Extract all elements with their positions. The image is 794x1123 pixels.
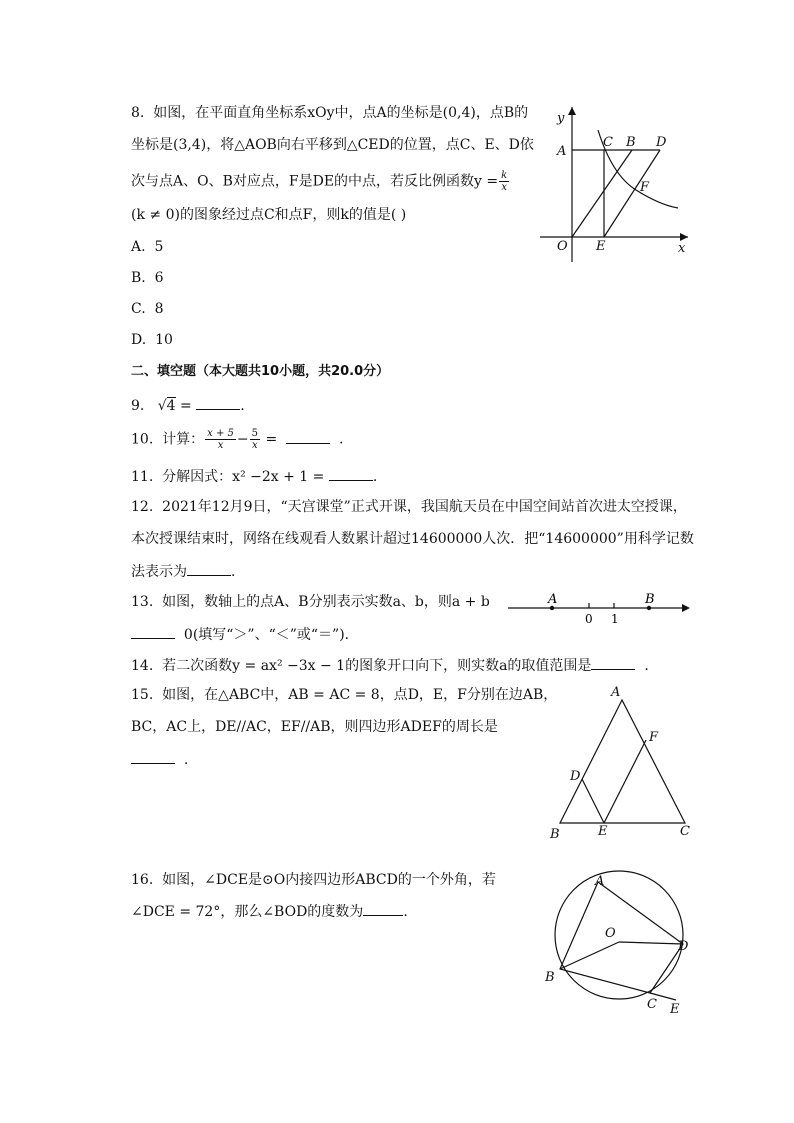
- option-value: 6: [154, 270, 164, 286]
- q8-number: 8.: [131, 105, 145, 121]
- q9-number: 9.: [131, 398, 145, 414]
- q12-text-1: 2021年12月9日，“天宫课堂”正式开课，我国航天员在中国空间站首次进太空授课，: [162, 499, 687, 515]
- q11-number: 11.: [131, 469, 154, 485]
- q16-end: .: [403, 904, 408, 920]
- option-value: 10: [155, 332, 173, 348]
- q12-text-3: 法表示为: [131, 564, 187, 580]
- q10-number: 10.: [131, 431, 154, 448]
- q16-text-2: ∠DCE = 72°，那么∠BOD的度数为: [131, 904, 364, 920]
- frac-den: x: [217, 440, 224, 451]
- q10-eq: =: [265, 431, 278, 448]
- label-A: A: [611, 685, 621, 700]
- label-B: B: [626, 135, 636, 150]
- label-E: E: [670, 1002, 680, 1017]
- frac-num: x + 5: [207, 428, 234, 439]
- q8-text-3: 次与点A、O、B对应点，F是DE的中点，若反比例函数y =: [131, 173, 499, 190]
- label-zero: 0: [585, 612, 593, 626]
- q8-text-1: 如图，在平面直角坐标系xOy中，点A的坐标是(0,4)，点B的: [153, 105, 529, 121]
- frac-num: 5: [251, 428, 259, 439]
- label-O: O: [557, 239, 568, 254]
- q15-text-1: 如图，在△ABC中，AB = AC = 8，点D，E，F分别在边AB，: [162, 687, 558, 703]
- q10-end: .: [339, 431, 344, 448]
- label-E: E: [596, 239, 606, 254]
- label-A: A: [595, 874, 605, 889]
- label-one: 1: [611, 612, 619, 626]
- label-F: F: [640, 180, 650, 195]
- option-value: 5: [154, 239, 164, 255]
- q8-line2: 坐标是(3,4)，将△AOB向右平移到△CED的位置，点C、E、D依: [131, 137, 534, 153]
- q9-eq: =: [180, 398, 192, 414]
- label-A: A: [548, 592, 558, 607]
- label-B: B: [545, 970, 555, 985]
- q13-text-1: 如图，数轴上的点A、B分别表示实数a、b，则a + b: [162, 594, 490, 610]
- q16-text-1: 如图，∠DCE是⊙O内接四边形ABCD的一个外角，若: [162, 872, 496, 888]
- label-E: E: [598, 824, 608, 839]
- label-x: x: [678, 241, 686, 256]
- q12-line2: 本次授课结束时，网络在线观看人数累计超过14600000人次．把“14600000”用科学记数: [131, 531, 694, 547]
- q11-text: 分解因式：x² −2x + 1 =: [162, 469, 325, 485]
- q9-end: .: [240, 398, 245, 414]
- label-C: C: [647, 997, 657, 1012]
- label-B: B: [550, 827, 560, 842]
- radius-OD: [619, 942, 683, 944]
- radius-OB: [560, 942, 619, 969]
- q10-prefix: 计算：: [162, 431, 205, 448]
- label-y: y: [557, 111, 565, 126]
- q15-end: .: [183, 752, 189, 768]
- q14-number: 14.: [131, 658, 154, 674]
- label-D: D: [678, 939, 689, 954]
- q11-end: .: [372, 469, 378, 485]
- quadrilateral-ABCD: [560, 882, 683, 993]
- q13-text-2: 0(填写“＞”、“＜”或“＝”)．: [183, 627, 359, 643]
- q8-frac-den: x: [501, 182, 507, 193]
- q12-end: .: [231, 564, 236, 580]
- label-D: D: [570, 769, 581, 784]
- label-F: F: [649, 730, 659, 745]
- q13-number: 13.: [131, 594, 154, 610]
- option-label: C.: [131, 301, 146, 317]
- q14-text: 若二次函数y = ax² −3x − 1的图象开口向下，则实数a的取值范围是: [162, 658, 592, 674]
- q8-line4: (k ≠ 0)的图象经过点C和点F，则k的值是( ): [131, 207, 407, 223]
- q9-radicand: 4: [166, 398, 176, 414]
- q15-number: 15.: [131, 687, 154, 703]
- sqrt-symbol: √: [157, 398, 167, 414]
- label-D: D: [656, 135, 667, 150]
- q16-number: 16.: [131, 872, 154, 888]
- q10-minus: −: [236, 431, 249, 448]
- label-O: O: [605, 926, 616, 941]
- q14-end: .: [644, 658, 649, 674]
- label-C: C: [680, 824, 690, 839]
- label-C: C: [603, 135, 613, 150]
- option-label: A.: [131, 239, 146, 255]
- q15-line2: BC，AC上，DE//AC，EF//AB，则四边形ADEF的周长是: [131, 719, 498, 735]
- option-label: D.: [131, 332, 147, 348]
- q12-number: 12.: [131, 499, 154, 515]
- option-value: 8: [154, 301, 164, 317]
- option-label: B.: [131, 270, 146, 286]
- label-B: B: [645, 592, 655, 607]
- section-title: 二、填空题（本大题共10小题，共20.0分）: [131, 364, 390, 379]
- frac-den: x: [252, 440, 258, 451]
- label-A: A: [557, 144, 567, 159]
- q8-frac-num: k: [501, 170, 508, 181]
